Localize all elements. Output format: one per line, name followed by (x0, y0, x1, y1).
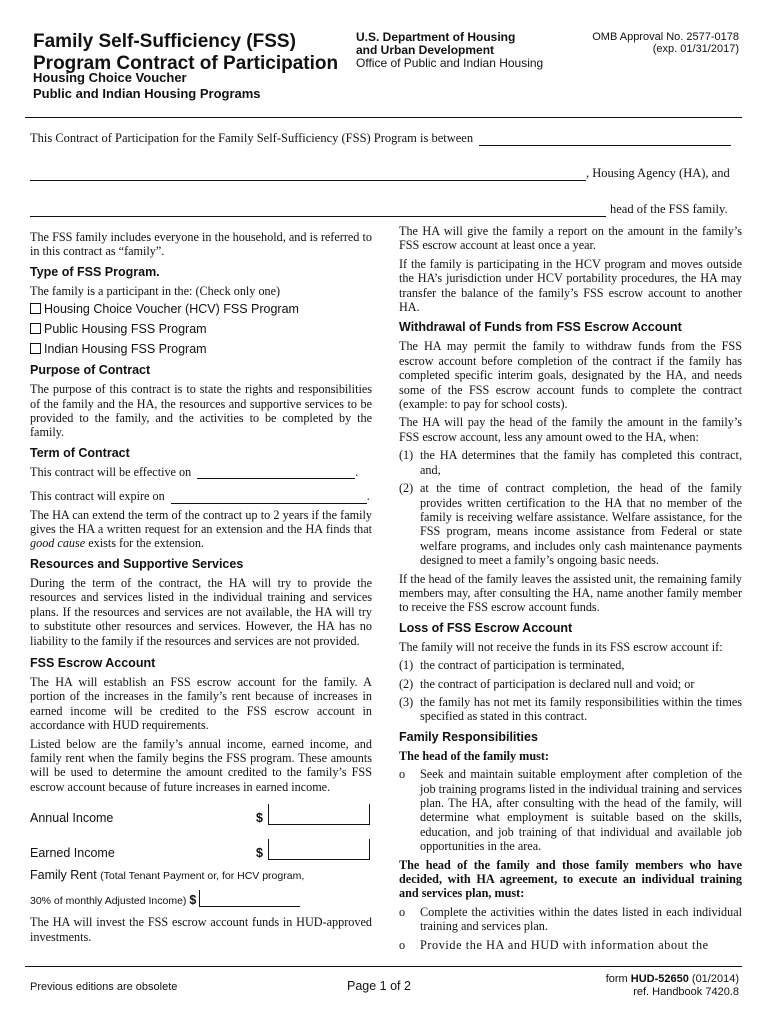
annual-income-label: Annual Income (30, 811, 114, 826)
withdrawal-heading: Withdrawal of Funds from FSS Escrow Account (399, 320, 682, 335)
purpose-heading: Purpose of Contract (30, 363, 151, 378)
dept-line1: U.S. Department of Housing (356, 30, 516, 44)
intro-ha-row (30, 166, 730, 181)
dept-line3: Office of Public and Indian Housing (356, 56, 544, 70)
option-indian-label: Indian Housing FSS Program (44, 342, 207, 357)
family-definition: The FSS family includes everyone in the household, and is referred to in this contract as “family”. (30, 230, 372, 259)
loss-item: (2) the contract of participation is declared null and void; or (399, 676, 695, 691)
checkbox-indian[interactable] (30, 343, 41, 354)
effective-text: This contract will be effective on (30, 464, 192, 479)
earned-income-field[interactable] (268, 839, 370, 860)
portability-text: If the family is participating in the HCV program and moves outside the HA’s jurisdiction under HCV portability procedures, the HA may transfer the balance of the family’s FSS escrow account to another HA. (399, 256, 742, 315)
form-subtitle-line1: Housing Choice Voucher (33, 70, 187, 85)
previous-editions-note: Previous editions are obsolete (30, 981, 178, 993)
head-of-family-field[interactable] (30, 205, 606, 217)
term-heading: Term of Contract (30, 445, 130, 460)
form-number: form HUD-52650 (01/2014) (605, 973, 739, 985)
checkbox-hcv[interactable] (30, 303, 41, 314)
party-ha-name-field[interactable] (479, 134, 731, 146)
head-must-text: The head of the family must: (399, 748, 549, 763)
intro-head-row (30, 202, 728, 217)
expire-text: This contract will expire on (30, 489, 165, 504)
left-column (30, 224, 372, 948)
loss-text: The family will not receive the funds in its FSS escrow account if: (399, 639, 723, 654)
escrow-text1: The HA will establish an FSS escrow account for the family. A portion of the increases in the family’s rent because of increases in earned income will be credited to the FSS escrow account in accordance with HUD requirements. (30, 674, 372, 733)
expire-date-field[interactable] (171, 492, 367, 504)
escrow-heading: FSS Escrow Account (30, 655, 156, 670)
annual-income-row (30, 804, 372, 825)
withdrawal-text1: The HA may permit the family to withdraw funds from the FSS escrow account before completion of the contract if the family has completed specific interim goals, designated by the HA, and needs some of the FSS escrow account funds to complete the contract (example: to pay for school costs). (399, 339, 742, 412)
form-title-line2: Program Contract of Participation (33, 53, 339, 74)
earned-income-dollar: $ (256, 846, 263, 861)
family-rent-row (30, 868, 372, 882)
housing-agency-field[interactable] (30, 169, 586, 181)
head-item: o Seek and maintain suitable employment after completion of the job training programs listed in the individual training and services plan. The HA, after consulting with the head of the family, will determine what employment is suitable based on the skills, education, and job training of that individual and available job opportunities in the area. (399, 767, 742, 854)
intro-between-row (30, 131, 731, 146)
header-divider (25, 117, 742, 118)
earned-income-row (30, 839, 372, 860)
footer-divider (25, 966, 742, 967)
page-number: Page 1 of 2 (347, 979, 411, 993)
loss-heading: Loss of FSS Escrow Account (399, 620, 573, 635)
omb-expiration: (exp. 01/31/2017) (652, 43, 739, 55)
members-must-text: The head of the family and those family members who have decided, with HA agreement, to execute an individual training and services plan, must: (399, 857, 742, 901)
escrow-text2: Listed below are the family’s annual income, earned income, and family rent when the family begins the FSS program. These amounts will be used to determine the amount credited to the family’s FSS escrow account because of future increases in earned income. (30, 736, 372, 794)
purpose-text: The purpose of this contract is to state the rights and responsibilities of the family and the HA, the resources and supportive services to be provided to the family, and the activities to be completed by the family. (30, 382, 372, 440)
form-subtitle-line2: Public and Indian Housing Programs (33, 86, 261, 101)
withdrawal-text2: The HA will pay the head of the family the amount in the family’s FSS escrow account, less any amount owed to the HA, when: (399, 415, 742, 444)
family-rent-row2 (30, 890, 372, 907)
member-item: o Provide the HA and HUD with information about the (399, 937, 709, 952)
loss-item: (3) the family has not met its family responsibilities within the times specified as stated in this contract. (399, 694, 742, 724)
omb-approval: OMB Approval No. 2577-0178 (592, 31, 739, 43)
withdrawal-item: (1) the HA determines that the family has completed this contract, and, (399, 448, 742, 477)
loss-item: (1) the contract of participation is terminated, (399, 658, 625, 673)
withdrawal-item: (2) at the time of contract completion, the head of the family provides written certification to the HA that no member of the family is receiving welfare assistance. Welfare assistance, for the FSS program, means income assistance from Federal or state welfare programs, and includes only cash maintenance payments designed to meet a family’s ongoing basic needs. (399, 481, 742, 568)
expire-row: This contract will expire on . (30, 489, 370, 504)
family-rent-note2: 30% of monthly Adjusted Income) (30, 895, 187, 908)
handbook-reference: ref. Handbook 7420.8 (633, 986, 739, 998)
option-public-label: Public Housing FSS Program (44, 322, 207, 337)
family-rent-field[interactable] (199, 890, 300, 907)
responsibilities-heading: Family Responsibilities (399, 729, 538, 744)
type-text: The family is a participant in the: (Check only one) (30, 283, 281, 298)
family-rent-dollar: $ (189, 893, 197, 908)
annual-income-dollar: $ (256, 811, 263, 826)
option-hcv-label: Housing Choice Voucher (HCV) FSS Program (44, 302, 299, 317)
right-column (399, 224, 742, 956)
leaves-text: If the head of the family leaves the assisted unit, the remaining family members may, after consulting the HA, name another family member to receive the FSS escrow account funds. (399, 571, 742, 615)
type-heading: Type of FSS Program. (30, 264, 160, 279)
family-rent-label: Family Rent (30, 868, 97, 883)
family-rent-note1: (Total Tenant Payment or, for HCV program, (100, 870, 305, 883)
dept-line2: and Urban Development (356, 43, 495, 57)
intro-head-suffix: head of the FSS family. (610, 202, 728, 216)
invest-text: The HA will invest the FSS escrow account funds in HUD-approved investments. (30, 915, 372, 944)
resources-heading: Resources and Supportive Services (30, 556, 244, 571)
intro-between-text: This Contract of Participation for the Family Self-Sufficiency (FSS) Program is between (30, 131, 474, 145)
option-hcv[interactable] (30, 302, 372, 317)
effective-row: This contract will be effective on . (30, 464, 359, 479)
effective-date-field[interactable] (197, 467, 355, 479)
member-item: o Complete the activities within the dates listed in each individual training and services plan. (399, 904, 742, 934)
extend-text: The HA can extend the term of the contract up to 2 years if the family gives the HA a written request for an extension and the HA finds that good cause exists for the extension. (30, 507, 372, 551)
option-public[interactable] (30, 322, 372, 337)
checkbox-public[interactable] (30, 323, 41, 334)
annual-income-field[interactable] (268, 804, 370, 825)
resources-text: During the term of the contract, the HA will try to provide the resources and services listed in the individual training and services plans. If the resources and services are not available, the HA will try to substitute other resources and services. However, the HA has no liability to the family if the resources and services are not provided. (30, 575, 372, 648)
report-text: The HA will give the family a report on the amount in the family’s FSS escrow account at least once a year. (399, 224, 742, 253)
option-indian[interactable] (30, 342, 372, 357)
earned-income-label: Earned Income (30, 846, 115, 861)
intro-ha-suffix: , Housing Agency (HA), and (586, 166, 730, 180)
form-title-line1: Family Self-Sufficiency (FSS) (33, 31, 296, 52)
